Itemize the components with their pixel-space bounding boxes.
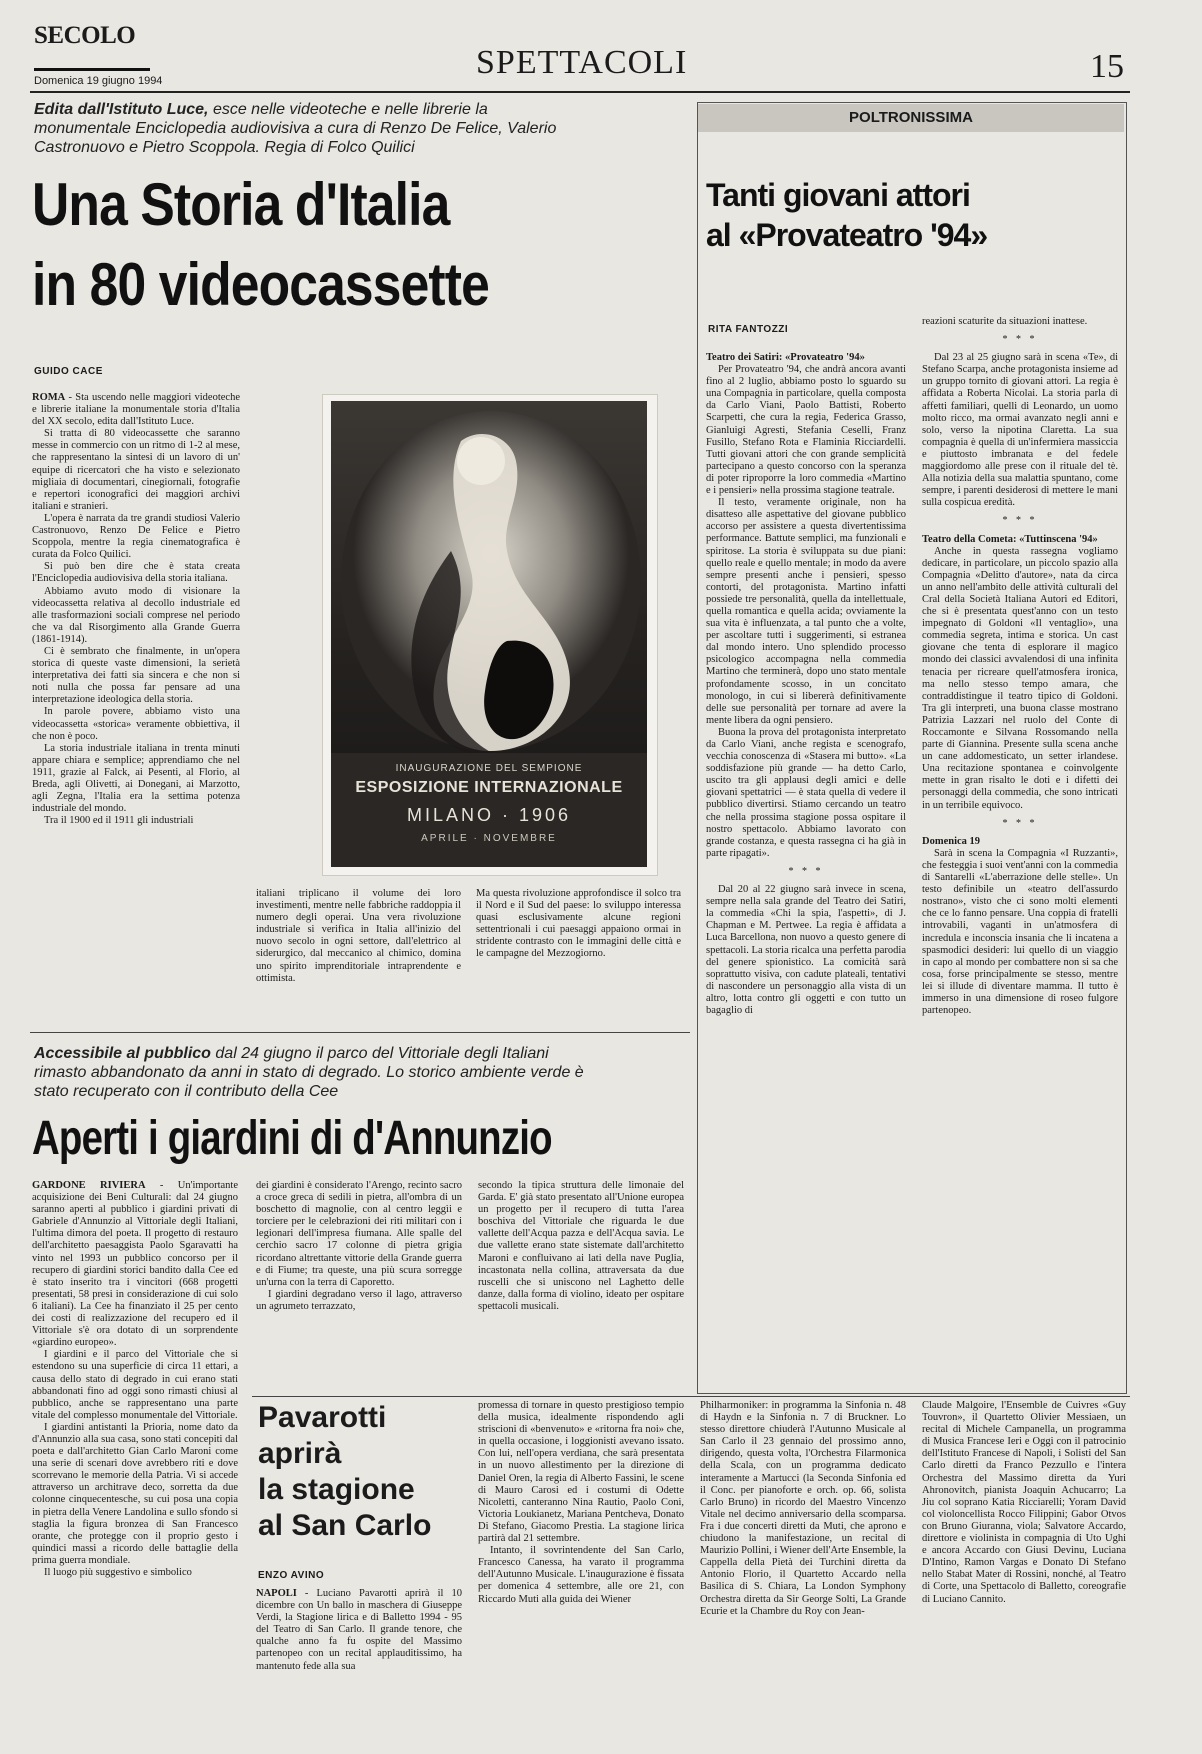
paragraph-text: Abbiamo avuto modo di visionare la videocassetta relativa al decollo industriale ed alle trasformazioni sociali comprese nel periodo che va dal Risorgimento alla Grande Guerra (1861-1914). (32, 585, 240, 645)
pavarotti-byline: ENZO AVINO (258, 1570, 325, 1581)
section-title: SPETTACOLI (476, 44, 688, 81)
article-paragraph (706, 364, 906, 497)
article-paragraph (32, 1349, 238, 1422)
poster-caption-3: MILANO · 1906 (406, 805, 572, 825)
vittoriale-kicker-text: dal 24 giugno il parco del Vittoriale degli Italiani rimasto abbandonato da anni in stato di degrado. Lo storico ambiente verde è stato recuperato con il contributo della Cee (34, 1045, 584, 1100)
article-paragraph (32, 646, 240, 706)
poster-caption-4: APRILE · NOVEMBRE (421, 833, 557, 844)
lead-kicker (34, 100, 564, 157)
article-paragraph (256, 1588, 462, 1673)
article-paragraph (32, 1422, 238, 1567)
article-paragraph (478, 1180, 684, 1313)
separator-stars: * * * (1002, 817, 1038, 829)
paragraph-text: I giardini antistanti la Prioria, nome dato da d'Annunzio alla sua casa, sono stati concepiti dal poeta e dall'architetto Gian Carlo Maroni come una serie di scenari dove avrebbero riti e dove scorrevano le memorie della Patria. Vi si accede attraverso un architrave deco, sorretta da due colonne cinquecentesche, su cui posa una copia in pietra della Venere Landolina e sullo sfondo si staglia la figura bronzea di San Francesco orante, che protegge con il proprio gesto i quindici massi a ricordo delle battaglie della prima guerra mondiale. (32, 1421, 238, 1566)
paragraph-text: I giardini e il parco del Vittoriale che si estendono su una superficie di circa 11 ettari, a causa dello stato di degrado in cui erano stati abbandonati fino ad oggi sono rimasti chiusi al pubblico, anche se rappresentano una parte vitale del complesso monumentale del Vittoriale. (32, 1349, 238, 1421)
poster-illustration (331, 401, 647, 867)
article-paragraph (922, 1400, 1126, 1606)
lead-column-3 (476, 888, 681, 1018)
paragraph-text: Si può ben dire che è stata creata l'Enciclopedia audiovisiva della storia italiana. (32, 561, 240, 585)
pavarotti-headline-line3: la stagione (258, 1473, 415, 1506)
separator-stars: * * * (1002, 515, 1038, 527)
article-paragraph (32, 561, 240, 585)
article-paragraph (922, 316, 1118, 328)
subheading: Teatro dei Satiri: «Provateatro '94» (706, 352, 865, 363)
masthead-rule-bottom (30, 91, 1130, 93)
figure-head (457, 437, 505, 485)
paragraph-text: Ci è sembrato che finalmente, in un'opera storica di queste vaste dimensioni, la serietà interpretativa dei fatti sia sincera e che non si noti nulla che possa far pensare ad una interpretazione ideologica della storia. (32, 645, 240, 706)
masthead-rule (34, 68, 150, 71)
vittoriale-column-2 (256, 1180, 462, 1392)
article-paragraph (922, 546, 1118, 812)
sidebar-rubric: POLTRONISSIMA (698, 104, 1124, 132)
article-paragraph (478, 1400, 684, 1545)
article-paragraph (922, 352, 1118, 509)
poster-photo (331, 401, 647, 867)
article-paragraph (478, 1545, 684, 1605)
dateline: NAPOLI (256, 1588, 297, 1599)
paragraph-text: - Sta uscendo nelle maggiori videoteche e librerie italiane la monumentale storia d'Italia del XX secolo, edita dall'Istituto Luce. (32, 392, 240, 428)
lead-kicker-text: esce nelle videoteche e nelle librerie la monumentale Enciclopedia audiovisiva a cura di Renzo De Felice, Valerio Castronuovo e Pietro Scoppola. Regia di Folco Quilici (34, 101, 557, 156)
poster-caption-1: INAUGURAZIONE DEL SEMPIONE (395, 763, 583, 774)
vittoriale-kicker-bold: Accessibile al pubblico (34, 1045, 211, 1062)
separator-stars: * * * (1002, 334, 1038, 346)
article-paragraph (32, 513, 240, 561)
pavarotti-headline-line2: aprirà (258, 1437, 342, 1470)
paragraph-text: Sarà in scena la Compagnia «I Ruzzanti», che festeggia i suoi vent'anni con la commedia di Santarelli «L'aberrazione delle stelle». Un testo definibile un «teatro dell'assurdo nostrano», visto che ci sono molti elementi che ce lo fanno pensare. Una coppia di fratelli introvabili, vaganti in un'atmosfera di incredula e inconscia insania che li incatena a spasmodici desideri: lui quello di un viaggio in capo al mondo per combattere non si sa che cosa, forse principalmente se stesso, mentre lei si illude di diventare mamma. Il tutto è immerso in una dimensione di roseo fulgore partenopeo. (922, 847, 1118, 1017)
paragraph-text: Ma questa rivoluzione approfondisce il solco tra il Nord e il Sud del paese: lo sviluppo interessa quasi esclusivamente alcune regioni settentrionali i cui paesaggi appaiono ormai in stridente contrasto con le immagini delle città e le campagne del Mezzogiorno. (476, 888, 681, 960)
article-paragraph (706, 884, 906, 1017)
sidebar-column-1 (706, 348, 906, 1384)
dateline: GARDONE RIVIERA (32, 1180, 146, 1191)
article-paragraph (922, 848, 1118, 1017)
dateline: ROMA (32, 392, 66, 403)
paragraph-text: - Luciano Pavarotti aprirà il 10 dicembre con Un ballo in maschera di Giuseppe Verdi, la Stagione lirica e di Balletto 1994 - 95 del Teatro di San Carlo. Il grande tenore, che qualche anno fa fu ospite del Massimo partenopeo con un recital applauditissimo, ha mantenuto fede alla sua (256, 1588, 462, 1672)
article-paragraph (32, 586, 240, 646)
paragraph-text: L'opera è narrata da tre grandi studiosi Valerio Castronuovo, Renzo De Felice e Pietro Scoppola, mentre la regia cinematografica è curata da Folco Quilici. (32, 512, 240, 561)
paragraph-text: La storia industriale italiana in trenta minuti appare chiara e semplice; apprendiamo che nel 1911, grazie al Falck, ai Pesenti, al Florio, al Breda, agli Olivetti, ai Donegani, ai Marzotto, agli Zegna, l'Italia era la settima potenza industriale del mondo. (32, 742, 240, 815)
paragraph-text: dei giardini è considerato l'Arengo, recinto sacro a croce greca di sedili in pietra, all'ombra di un boschetto di magnolie, con al centro leggìi e torciere per le celebrazioni dei riti militari con i legionari dell'impresa fiumana. Alle spalle del cerchio sacro 17 colonne di pietra grigia ricordano altrettante vittorie della Grande guerra e di Fiume; tra queste, una più scura sorregge un'urna con la terra di Caporetto. (256, 1180, 462, 1288)
paragraph-text: Si tratta di 80 videocassette che saranno messe in commercio con un ritmo di 1-2 al mese, che rappresentano la sintesi di un lavoro di un' equipe di ricercatori che ha visto e selezionato migliaia di documentari, cinegiornali, fotografie e repertori iconografici dei maggiori archivi italiani e stranieri. (32, 428, 240, 512)
article-paragraph (256, 1289, 462, 1313)
lead-byline: GUIDO CACE (34, 366, 103, 377)
article-paragraph (32, 815, 240, 827)
sidebar-byline: RITA FANTOZZI (708, 324, 789, 335)
pavarotti-divider (252, 1396, 1130, 1397)
page-number: 15 (1090, 48, 1124, 85)
article-paragraph (476, 888, 681, 961)
poster-caption-2: ESPOSIZIONE INTERNAZIONALE (355, 779, 623, 796)
sidebar-column-2 (922, 316, 1118, 1384)
pavarotti-headline-line4: al San Carlo (258, 1509, 432, 1542)
article-paragraph (32, 1567, 238, 1579)
vittoriale-column-1 (32, 1180, 238, 1728)
paragraph-text: Anche in questa rassegna vogliamo dedicare, in particolare, un piccolo spazio alla Compagnia «Delitto d'autore», nata da circa un anno nell'ambito delle attività culturali del Cral della Società Italiana Autori ed Editori, che si è presentata quest'anno con un testo impegnato di Goldoni «Il ventaglio», una commedia segreta, intima e storica. Un cast giovane che tenta di esplorare il magico mondo dei classici avvalendosi di una infinita tenacia per ricreare quell'atmosfera ironica, ma nello stesso tempo amara, che contraddistingue il teatro tipico di Goldoni. Tra gli interpreti, una buona classe mostrano Patrizia Lazzari nel ruolo del Conte di Roccamonte e Silvana Rossomando nella parte di Giannina. Presente sulla scena anche un cane addomesticato, un setter irlandese. Una recitazione spontanea e coinvolgente mette in gran risalto le doti e i difetti dei personaggi della commedia, che sono intricati in un terribile equivoco. (922, 545, 1118, 811)
paragraph-text: reazioni scaturite da situazioni inattese. (922, 316, 1088, 327)
paragraph-text: - Un'importante acquisizione dei Beni Culturali: dal 24 giugno saranno aperti al pubblico i giardini privati di Gabriele d'Annunzio al Vittoriale degli Italiani, l'ultima dimora del poeta. Il progetto di restauro dell'architetto paesaggista Paolo Sgaravatti ha vinto nel 1993 un pubblico concorso per il recupero di giardini storici bandito dalla Cee ed è stato inserito tra i vincitori (668 progetti presentati, 58 presi in considerazione di cui solo 6 italiani). La Cee ha finanziato il 25 per cento dei costi di realizzazione del recupero ed il Vittoriale s'è ora dotato di un sorprendente «giardino europeo». (32, 1180, 238, 1349)
pavarotti-headline-line1: Pavarotti (258, 1401, 387, 1434)
lead-column-1 (32, 392, 240, 1022)
subheading: Domenica 19 (922, 835, 981, 847)
paragraph-text: Il luogo più suggestivo e simbolico (44, 1567, 192, 1578)
pavarotti-column-1 (256, 1588, 462, 1730)
section-divider (30, 1032, 690, 1033)
lead-headline-line2: in 80 videocassette (32, 251, 489, 318)
paragraph-text: Intanto, il sovrintendente del San Carlo, Francesco Canessa, ha varato il programma dell'Autunno Musicale. L'inaugurazione è fissata per domenica 4 settembre, alle ore 21, con Riccardo Muti alla guida dei Wiener (478, 1545, 684, 1605)
sidebar-headline-line2: al «Provateatro '94» (706, 217, 988, 253)
lead-kicker-bold: Edita dall'Istituto Luce, (34, 101, 209, 118)
paragraph-text: Buona la prova del protagonista interpretato da Carlo Viani, anche regista e scenografo, vecchia conoscenza di «Stasera mi butto». «La soddisfazione più grande — ha detto Carlo, uscito tra gli applausi degli amici e delle giovani spettatrici — è stata quella di vedere il pubblico divertirsi. Stiamo cercando un teatro che nella prossima stagione possa ospitare il nostro spettacolo. Abbiamo lavorato con grande costanza, e questa rassegna ci ha già in parte ripagati». (706, 726, 906, 859)
article-paragraph (700, 1400, 906, 1618)
pavarotti-heading-block (258, 1400, 458, 1544)
paragraph-text: secondo la tipica struttura delle limonaie del Garda. E' già stato presentato all'Unione europea un progetto per il recupero di tutta l'area boschiva del Vittoriale che riguarda le due vallette dell'Acqua pazza e dell'Acqua savia. Le due vallette erano state sistemate dall'architetto Maroni e confluivano ai lati della nave Puglia, incastonata nella collina, attraversata da due ruscelli che si uniscono nel Laghetto delle danze, dalla forma di violino, ideato per ospitare spettacoli musicali. (478, 1180, 684, 1312)
pavarotti-column-3 (700, 1400, 906, 1730)
lead-headline-line1: Una Storia d'Italia (32, 171, 450, 238)
paragraph-text: Il testo, veramente originale, non ha disatteso alle aspettative del giovane pubblico accorso per assistere a questa divertentissima performance. Battute semplici, ma funzionali e spiritose. La storia è sviluppata su due piani: quello reale e quello mentale; in modo da avere sempre presenti anche i pensieri, spesso contorti, del protagonista. Martino infatti possiede tre personalità, quella da intellettuale, quella romantica e quella acida; ovviamente la sua vita è influenzata, a tal punto che a volte, per ascoltare tutti i suggerimenti, si estranea dal mondo intero. Uno splendido processo psicologico accompagna nella commedia Martino che terminerà, dopo uno stato mentale profondamente scosso, in un concitato monologo, in cui si libererà definitivamente delle sue personalità per tornare ad avere la mente libera da ogni pensiero. (706, 497, 906, 726)
vittoriale-column-3 (478, 1180, 684, 1392)
article-paragraph (32, 743, 240, 816)
pavarotti-column-2 (478, 1400, 684, 1730)
issue-date: Domenica 19 giugno 1994 (34, 75, 163, 87)
article-paragraph (32, 706, 240, 742)
paragraph-text: Per Provateatro '94, che andrà ancora avanti fino al 2 luglio, abbiamo posto lo sguardo su una Compagnia in particolare, quella composta da Carlo Viani, Paolo Battisti, Roberto Scarpetti, che cura la regia, Federica Grasso, Gianluigi Agresti, Stefania Ceselli, Franz Fusillo, Stefano Rota e Flaminia Ricciardelli. Tutti giovani attori che con grande semplicità partecipano a questo concorso con la speranza di poter riproporre la loro commedia «Martino e i pensieri» nella prossima stagione teatrale. (706, 364, 906, 497)
separator-stars: * * * (788, 865, 824, 877)
paragraph-text: In parole povere, abbiamo visto una videocassetta «storica» veramente obbiettiva, il che non è poco. (32, 706, 240, 742)
article-paragraph (32, 392, 240, 428)
article-paragraph (256, 888, 461, 985)
pavarotti-column-4 (922, 1400, 1126, 1730)
paper-name: SECOLO (34, 22, 136, 49)
vittoriale-kicker (34, 1044, 594, 1101)
article-paragraph (32, 428, 240, 513)
paragraph-text: Dal 23 al 25 giugno sarà in scena «Te», di Stefano Scarpa, anche protagonista insieme ad un gruppo tornito di giovani attori. La regia è affidata a Roberta Nicolai. La storia parla di affetti familiari, quelli di Leonardo, un uomo molto ricco, ma ormai avanzato negli anni e solo, verso la nipotina Claretta. La sua compagnia è quella di un'infermiera massiccia e piuttosto imbranata e del fedele maggiordomo alle prese con il rituale del tè. Alla notizia della sua malattia spuntano, come sempre, i parenti desiderosi di mettere le mani sulla cospicua eredità. (922, 352, 1118, 509)
subheading: Teatro della Cometa: «Tuttinscena '94» (922, 533, 1098, 545)
lead-column-2 (256, 888, 461, 1018)
masthead (30, 18, 1130, 88)
article-paragraph (32, 1180, 238, 1349)
paragraph-text: I giardini degradano verso il lago, attraverso un agrumeto terrazzato, (256, 1288, 462, 1312)
paragraph-text: Claude Malgoire, l'Ensemble de Cuivres «Guy Touvron», il Quartetto Olivier Messiaen, un recital di Michele Campanella, un programma di Musica Francese Ieri e Oggi con il patrocinio dell'Istituto Francese di Napoli, i Solisti del San Carlo diretti da Franco Pezzullo e l'intera Orchestra del Massimo diretta da Yuri Ahronovitch, pianista Joaquin Achucarro; La Jiu col soprano Katia Ricciarelli; Yoram David col violoncellista Rocco Filippini; Gabor Otvos con Bruno Giuranna, viola; Salvatore Accardo, direttore e violinista in compagnia di Uto Ughi e ancora Accardo con Giusi Devinu, Luciana D'Intino, Ramon Vargas e Donato Di Stefano nello Stabat Mater di Rossini, nonché, al Teatro di Corte, una Spettacolo di Balletto, coreografie di Luciano Cannito. (922, 1400, 1126, 1605)
paragraph-text: italiani triplicano il volume dei loro investimenti, mentre nelle fabbriche raddoppia il numero degli operai. Una vera rivoluzione industriale si verifica in Italia all'inizio del nuovo secolo in ogni settore, dall'elettrico al siderurgico, dal meccanico al chimico, domina uno spirito imprenditoriale intraprendente e ottimista. (256, 888, 461, 984)
paragraph-text: Tra il 1900 ed il 1911 gli industriali (44, 815, 194, 827)
sidebar-headline-line1: Tanti giovani attori (706, 177, 970, 213)
poster-photo-frame (322, 394, 658, 876)
article-paragraph (706, 497, 906, 727)
paragraph-text: Dal 20 al 22 giugno sarà invece in scena, sempre nella sala grande del Teatro dei Satiri, la commedia «Chi la spia, l'aspetti», di J. Chapman e M. Pertwee. La regia è affidata a Luca Barcellona, non nuovo a questo genere di spettacoli. La storia ricalca una perfetta parodia del genere spionistico. La comicità sarà soprattutto visiva, con cadute plateali, tentativi di nascondere un personaggio alla vista di un altro, lotta contro gli oggetti e con tutto un bagaglio di (706, 884, 906, 1016)
paragraph-text: promessa di tornare in questo prestigioso tempio della musica, idealmente rispondendo agli striscioni di «benvenuto» e «ritorna fra noi» che, in quella occasione, i loggionisti avevano issato. Con lui, nell'opera verdiana, che sarà presentata in un nuovo allestimento per la direzione di Daniel Oren, la regia di Alberto Fassini, le scene di Mauro Carosi ed i costumi di Odette Nicoletti, canteranno Nina Rautio, Paolo Coni, Victoria Loukianetz, Mariana Pentcheva, Donato Di Stefano, Giacomo Prestia. La stagione lirica partirà dal 21 settembre. (478, 1400, 684, 1545)
vittoriale-headline: Aperti i giardini di d'Annunzio (32, 1112, 552, 1165)
paragraph-text: Philharmoniker: in programma la Sinfonia n. 48 di Haydn e la Sinfonia n. 7 di Bruckner. Lo stesso direttore chiuderà l'Autunno Musicale al San Carlo il 23 gennaio del prossimo anno, dirigendo, questa volta, l'Orchestra Filarmonica della Scala, con un programma dedicato interamente a Martucci (la Seconda Sinfonia ed il Conc. per pianoforte e orch. op. 66, solista Carlo Bruno) in ricordo del Maestro Vincenzo Vitale nel decimo anniversario della scomparsa. Fra i due concerti diretti da Muti, che aprono e chiudono la manifestazione, un recital di Maurizio Pollini, i Wiener dell'Arte Ensemble, la Cappella della Pietà dei Turchini diretta da Antonio Florio, il Quartetto Accardo nella Basilica di S. Chiara, La London Symphony Orchestra diretta da Sir George Solti, La Grande Ecurie et la Chambre du Roy con Jean- (700, 1400, 906, 1617)
article-paragraph (706, 727, 906, 860)
article-paragraph (256, 1180, 462, 1289)
